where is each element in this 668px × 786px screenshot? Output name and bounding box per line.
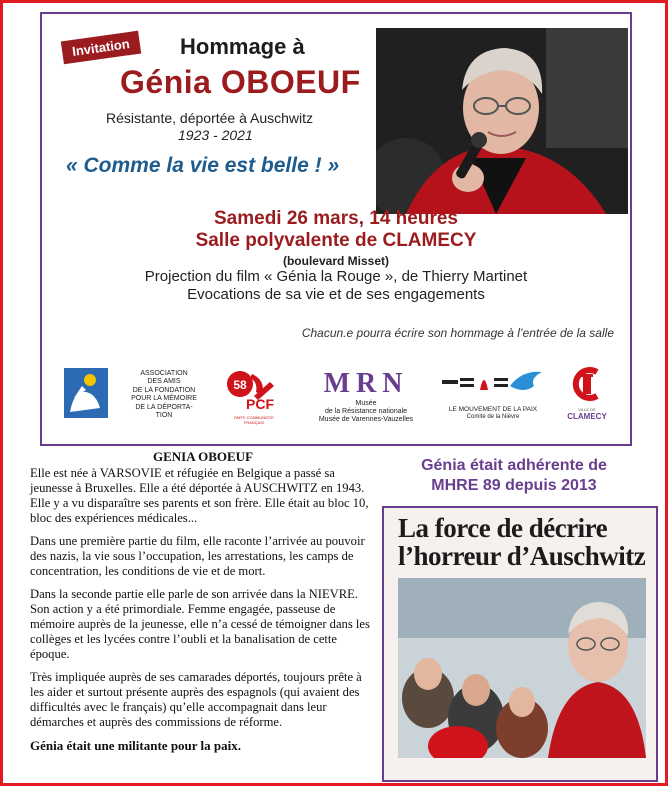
adherent-note	[398, 456, 630, 496]
adherent-line-1: Génia était adhérente de	[421, 457, 607, 474]
partner-logos	[42, 360, 630, 444]
musee-label: Musée de la Résistance nationale Musée de Varennes-Vauzelles	[318, 400, 414, 423]
invitation-tag: Invitation	[61, 31, 141, 65]
article-paragraph: Très impliquée auprès de ses camarades déportés, toujours prête à les aider et surtout présente auprès des espagnols (qui avaient des difficultés avec le français) qu’elle accompagnait dans leur démarches et auprès des commissions de réforme.	[30, 670, 362, 729]
honoree-subtitle: Résistante, déportée à Auschwitz	[106, 110, 314, 126]
dove-icon	[438, 366, 548, 400]
afmd-logo	[64, 368, 108, 423]
event-film: Projection du film « Génia la Rouge », de Thierry Martinet	[144, 268, 528, 285]
pcf-logo	[226, 366, 282, 426]
pcf-subtitle: PARTI COMMUNISTE FRANÇAIS	[234, 415, 274, 425]
paix-label: LE MOUVEMENT DE LA PAIX	[448, 406, 538, 413]
quote: « Comme la vie est belle ! »	[66, 154, 340, 177]
afmd-icon	[64, 368, 108, 418]
portrait-photo	[376, 28, 628, 214]
clipping-illustration	[398, 578, 646, 758]
musee-mark: MRN	[323, 368, 409, 399]
biography-article	[30, 449, 376, 753]
honoree-name: Génia OBOEUF	[120, 64, 361, 100]
portrait-illustration	[376, 28, 628, 214]
musee-logo	[306, 368, 426, 424]
afmd-label: ASSOCIATION DES AMIS DE LA FONDATION POUR LA MÉMOIRE DE LA DÉPORTA- TION	[131, 370, 197, 419]
newspaper-clipping	[382, 506, 658, 782]
event-date: Samedi 26 mars, 14 heures	[214, 208, 458, 229]
article-paragraph: Dans la seconde partie elle parle de son arrivée dans la NIEVRE. Son action y a été primordiale. Femme engagée, passeuse de mémoire auprès de la jeunesse, elle n’a cessé de témoigner dans les collèges et les lycées contre l’oubli et la banalisation de cette époque.	[30, 587, 370, 661]
pcf-icon	[226, 366, 282, 410]
clamecy-small: VILLE DE	[578, 407, 596, 412]
clamecy-icon	[567, 366, 607, 402]
article-title: GENIA OBOEUF	[152, 449, 254, 464]
adherent-line-2: MHRE 89 depuis 2013	[431, 477, 597, 494]
honoree-years: 1923 - 2021	[178, 127, 253, 143]
article-paragraph: Elle est née à VARSOVIE et réfugiée en Belgique a passé sa jeunesse à Bruxelles. Elle a été déportée à AUSCHWITZ en 1943. Elle y a vu disparaître ses parents et son frère. Elle était au bloc 10, bloc des expériences médicales...	[30, 466, 369, 525]
article-paragraph: Dans une première partie du film, elle raconte l’arrivée au pouvoir des nazis, la vie sous l’occupation, les arrestations, les camps de concentration, les conditions de vie et de mort.	[30, 534, 365, 578]
article-closing: Génia était une militante pour la paix.	[30, 738, 242, 753]
event-venue: Salle polyvalente de CLAMECY	[195, 230, 477, 251]
invitation-card	[40, 12, 632, 446]
paix-sublabel: Comité de la Nièvre	[466, 414, 520, 420]
clipping-headline: La force de décrire l’horreur d’Auschwitz	[398, 513, 646, 571]
clamecy-label: CLAMECY	[567, 412, 607, 421]
event-evocations: Evocations de sa vie et de ses engagements	[187, 286, 485, 303]
event-street: (boulevard Misset)	[282, 254, 390, 268]
event-note: Chacun.e pourra écrire son hommage à l’entrée de la salle	[301, 326, 614, 340]
hommage-heading: Hommage à	[180, 34, 305, 59]
pcf-number: 58	[233, 378, 247, 392]
paix-logo	[438, 366, 548, 420]
clipping-photo	[398, 578, 646, 758]
clamecy-logo	[562, 366, 612, 421]
pcf-text: PCF	[246, 396, 274, 410]
